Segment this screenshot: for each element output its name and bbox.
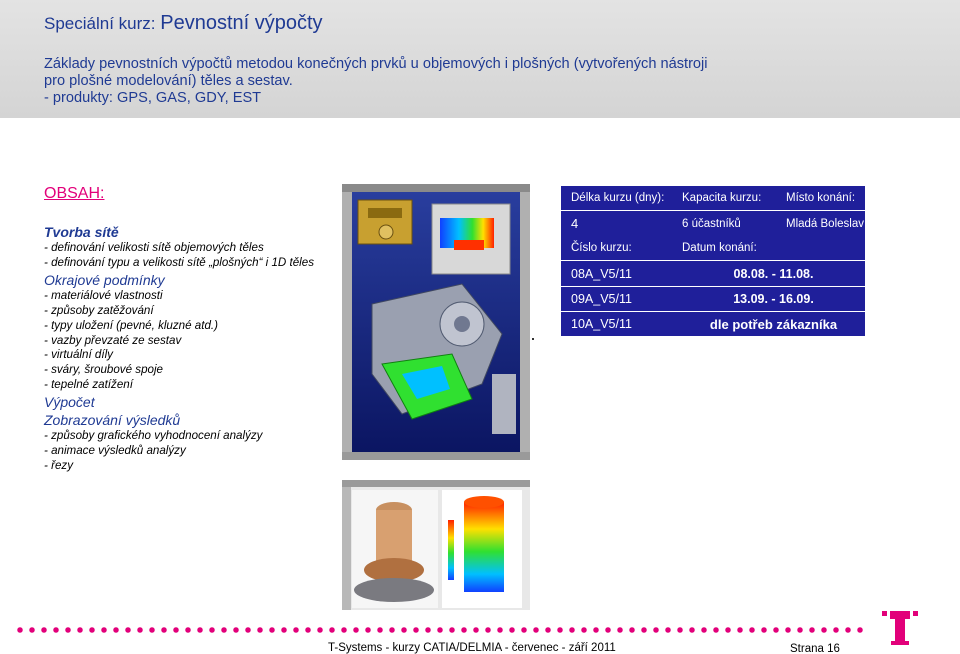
- label-misto: Místo konání:: [786, 192, 856, 204]
- list-item: - vazby převzaté ze sestav: [44, 333, 182, 347]
- label-kapacita: Kapacita kurzu:: [682, 192, 762, 204]
- fem-screenshot-suspension: [342, 184, 530, 460]
- obsah-heading: OBSAH:: [44, 185, 105, 202]
- title-main: Pevnostní výpočty: [160, 12, 323, 34]
- list-item: - řezy: [44, 458, 73, 472]
- label-delka: Délka kurzu (dny):: [571, 192, 665, 204]
- list-item: - způsoby zatěžování: [44, 303, 154, 317]
- list-item: - animace výsledků analýzy: [44, 444, 186, 458]
- info-subheader-row: [561, 236, 865, 261]
- decorative-dot-line: [14, 626, 866, 634]
- table-row: [561, 311, 865, 336]
- description-line-1: Základy pevnostních výpočtů metodou konečných prvků u objemových i plošných (vytvořených nástroji: [44, 56, 708, 72]
- list-item: - definování velikosti sítě objemových těles: [44, 241, 264, 254]
- heading-zobrazovani-vysledku: Zobrazování výsledků: [44, 412, 181, 429]
- page-number: Strana 16: [790, 643, 840, 654]
- course-date: 08.08. - 11.08.: [733, 266, 814, 281]
- course-info-table: [561, 186, 865, 336]
- heading-tvorba-site: Tvorba sítě: [44, 224, 119, 240]
- header-band: [0, 0, 960, 118]
- footer-text: T-Systems - kurzy CATIA/DELMIA - červenec - září 2011: [328, 642, 616, 654]
- list-item: - způsoby grafického vyhodnocení analýzy: [44, 429, 263, 443]
- heading-vypocet: Výpočet: [44, 394, 95, 411]
- label-datum: Datum konání:: [682, 242, 757, 254]
- list-item: - definování typu a velikosti sítě „plošných“ i 1D těles: [44, 255, 315, 269]
- fem-screenshot-cylinder: [342, 480, 530, 610]
- course-description: [44, 56, 784, 107]
- table-row: [561, 286, 865, 311]
- label-cislo: Číslo kurzu:: [571, 242, 632, 254]
- value-misto: Mladá Boleslav: [786, 217, 864, 230]
- value-kapacita: 6 účastníků: [682, 217, 741, 230]
- course-date: 13.09. - 16.09.: [733, 292, 814, 306]
- products-line: - produkty: GPS, GAS, GDY, EST: [44, 90, 262, 106]
- list-item: - sváry, šroubové spoje: [44, 363, 163, 377]
- course-code: 08A_V5/11: [571, 266, 632, 281]
- table-row: [561, 261, 865, 286]
- heading-okrajove-podminky: Okrajové podmínky: [44, 271, 165, 288]
- info-values-row: [561, 211, 865, 236]
- list-item: - virtuální díly: [44, 348, 113, 362]
- title-prefix: Speciální kurz:: [44, 14, 161, 33]
- course-code: 10A_V5/11: [571, 317, 632, 331]
- course-date: dle potřeb zákazníka: [709, 316, 838, 332]
- value-delka: 4: [571, 216, 579, 231]
- course-content-list: [44, 223, 344, 474]
- list-item: - tepelné zatížení: [44, 378, 133, 392]
- list-item: - typy uložení (pevné, kluzné atd.): [44, 318, 218, 332]
- stray-dot: [532, 338, 534, 340]
- telekom-t-logo-icon: [878, 610, 922, 646]
- info-header-row: [561, 186, 865, 211]
- description-line-2: pro plošné modelování) těles a sestav.: [44, 73, 293, 89]
- course-code: 09A_V5/11: [571, 292, 632, 306]
- list-item: - materiálové vlastnosti: [44, 288, 163, 302]
- page-title: [44, 12, 323, 35]
